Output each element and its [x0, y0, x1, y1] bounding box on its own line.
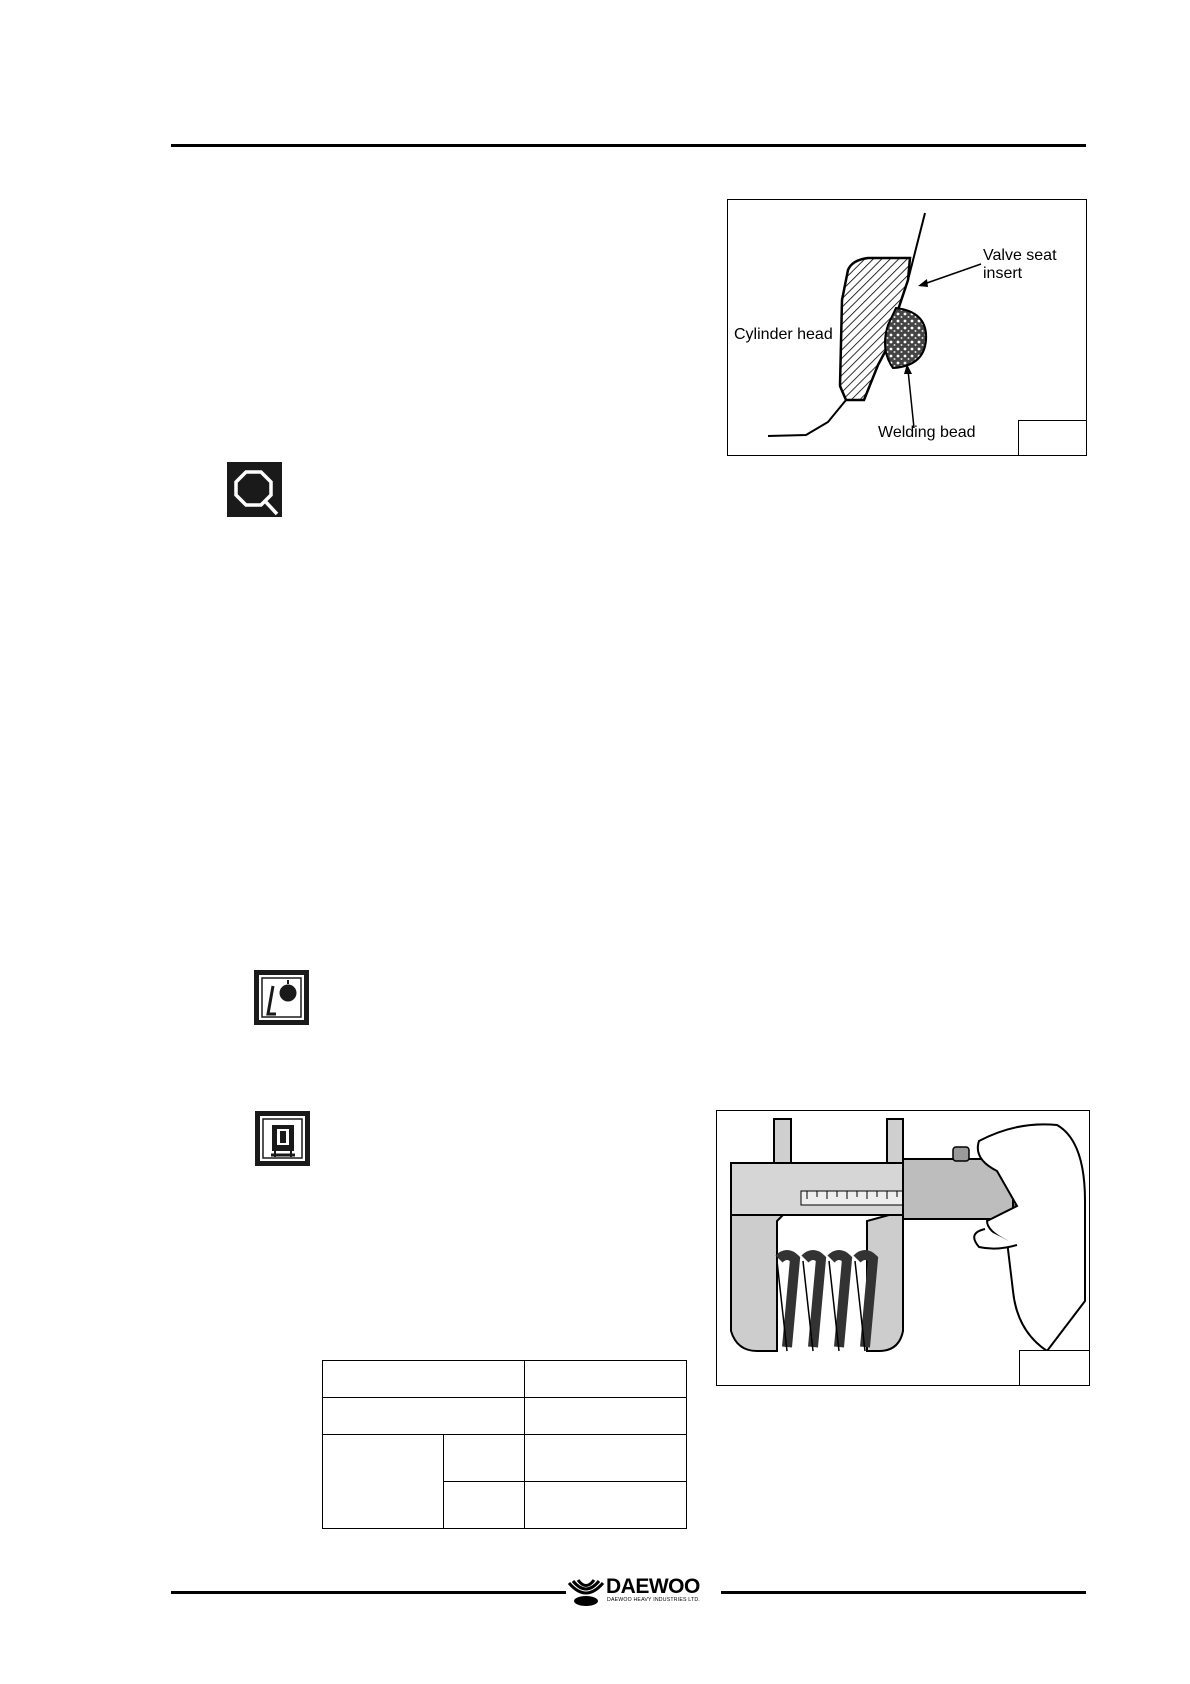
magnifier-icon — [227, 462, 282, 517]
caliper-drawing — [717, 1111, 1088, 1384]
table-cell — [525, 1398, 687, 1435]
table-cell — [323, 1435, 444, 1529]
spring-caliper-figure — [716, 1110, 1090, 1386]
table-row — [323, 1361, 687, 1398]
table-cell — [323, 1361, 525, 1398]
logo-wordmark: DAEWOO — [606, 1575, 700, 1598]
valve-seat-label-2: insert — [983, 265, 1023, 282]
cylinder-head-label: Cylinder head — [734, 326, 833, 343]
figure-number-box — [1018, 420, 1086, 455]
daewoo-logo — [566, 1576, 721, 1608]
table-cell — [525, 1482, 687, 1529]
valve-seat-drawing — [728, 200, 1085, 454]
figure-number-box — [1019, 1350, 1089, 1385]
service-data-icon — [255, 1111, 310, 1166]
table-cell — [444, 1482, 525, 1529]
spec-table — [322, 1360, 687, 1529]
valve-seat-label: Valve seat — [983, 247, 1057, 264]
header-rule — [171, 144, 1086, 147]
table-cell — [323, 1398, 525, 1435]
table-cell — [525, 1361, 687, 1398]
table-cell — [525, 1435, 687, 1482]
logo-subtitle: DAEWOO HEAVY INDUSTRIES LTD. — [607, 1597, 700, 1603]
table-cell — [444, 1435, 525, 1482]
valve-seat-figure — [727, 199, 1087, 456]
table-row — [323, 1398, 687, 1435]
measurement-icon — [254, 970, 309, 1025]
welding-bead-label: Welding bead — [878, 424, 976, 441]
daewoo-emblem-icon — [567, 1577, 605, 1607]
table-row — [323, 1435, 687, 1482]
